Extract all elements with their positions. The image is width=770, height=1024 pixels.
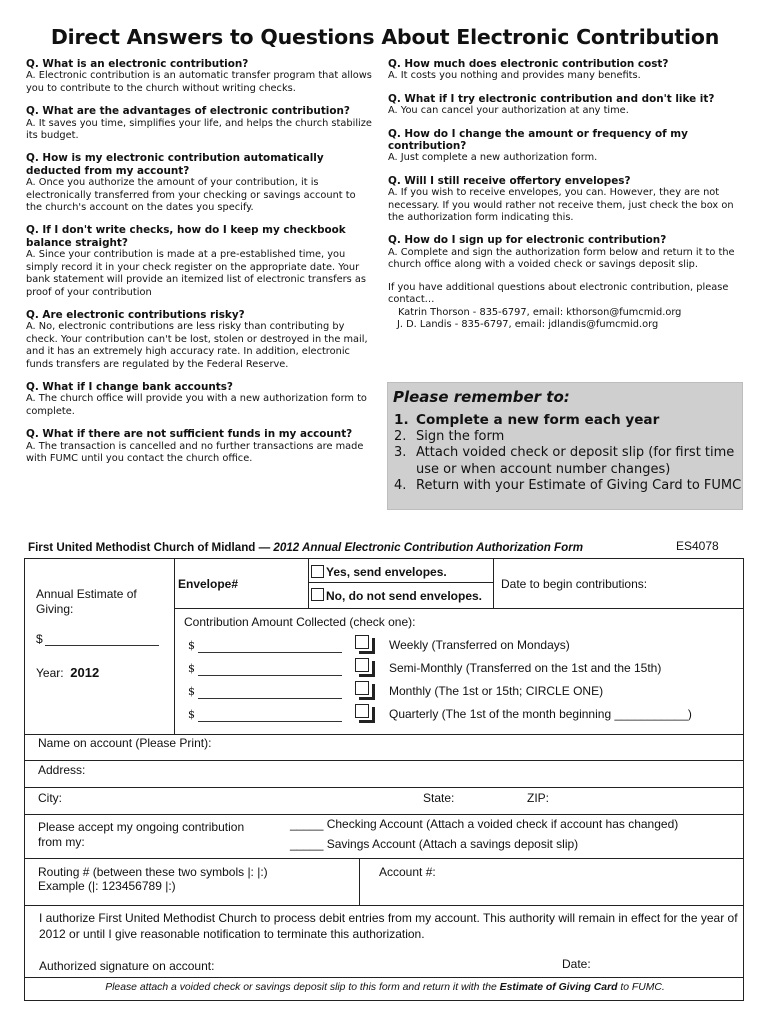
annual-estimate-label: Annual Estimate of Giving:: [36, 587, 137, 616]
reminder-item: 2. Sign the form: [394, 428, 505, 444]
reminder-box: [387, 382, 743, 510]
faq-question: Q. What is an electronic contribution?: [26, 58, 249, 70]
account-number-field[interactable]: Account #:: [379, 865, 436, 879]
reminder-item: 4. Return with your Estimate of Giving Card to FUMC: [394, 478, 742, 493]
no-envelopes-label: No, do not send envelopes.: [326, 589, 483, 603]
faq-answer: A. It saves you time, simplifies your life, and helps the church stabilize its budget.: [26, 117, 372, 142]
faq-question: Q. What if I try electronic contribution and don't like it?: [388, 92, 715, 105]
address-field[interactable]: Address:: [38, 763, 86, 777]
faq-question: Q. What if I change bank accounts?: [26, 380, 233, 393]
weekly-amount-input[interactable]: [198, 652, 342, 653]
routing-label: Routing # (between these two symbols |: |:): [38, 865, 268, 879]
annual-estimate-input[interactable]: [45, 645, 159, 646]
page-title: Direct Answers to Questions About Electronic Contribution: [50, 25, 720, 49]
faq-question: Q. What if there are not sufficient funds in my account?: [26, 428, 353, 441]
authorization-form: Annual Estimate of Giving: $ Year: 2012 Envelope# Yes, send envelopes. No, do not send envelopes. Date to begin contributions: Contribution Amount Collected (check one): $ Weekly (Transferred on Mondays) $ Semi-Monthly (Transferred on the 1st and the 15th) $ Monthly (The 1st or 15th; CIRCLE ONE) $ Quarterly (The 1st of the month beginning ___________) Name on account (Please Print): Address: City: State: ZIP: Please accept my ongoing contribution from my: _____ Checking Account (Attach a voided check if account has changed) _____ Savings Account (Attach a savings deposit slip) Routing # (between these two symbols |: |:) Example (|: 123456789 |:) Account #: I authorize First United Methodist Church to process debit entries from my account. This authority will remain in effect for the year of 2012 or until I give reasonable notification to terminate this authorization. Authorized signature on account: Date: Please attach a voided check or savings deposit slip to this form and return it with the Estimate of Giving Card to FUMC.: [24, 558, 744, 1001]
faq-item: [388, 93, 744, 118]
reminder-list: [394, 412, 742, 495]
faq-item: [26, 309, 374, 371]
reminder-item: 3. Attach voided check or deposit slip (for first time use or when account number changes): [394, 445, 735, 477]
faq-question: Q. Will I still receive offertory envelopes?: [388, 174, 631, 187]
routing-example: Example (|: 123456789 |:): [38, 879, 176, 893]
semimonthly-label: Semi-Monthly (Transferred on the 1st and the 15th): [389, 661, 662, 675]
faq-question: Q. If I don't write checks, how do I keep my checkbook balance straight?: [26, 224, 346, 249]
faq-question: Q. How do I sign up for electronic contribution?: [388, 234, 667, 247]
church-name: First United Methodist Church of Midland —: [28, 541, 271, 554]
footer-instruction: Please attach a voided check or savings deposit slip to this form and return it with the Estimate of Giving Card to FUMC.: [105, 982, 665, 993]
faq-right-column: [388, 58, 744, 341]
date-begin-label: Date to begin contributions:: [501, 577, 648, 591]
year-row: Year: 2012: [36, 665, 100, 680]
faq-answer: A. Since your contribution is made at a pre-established time, you simply record it in your check register on the appropriate date. Your bank statement will provide an itemized list of electronic transfers as proof of your contribution: [26, 249, 366, 298]
contact-thorson: Katrin Thorson - 835-6797, email: kthorson@fumcmid.org: [398, 306, 682, 318]
contact-intro: If you have additional questions about electronic contribution, please contact…: [388, 281, 729, 306]
savings-account-option[interactable]: _____ Savings Account (Attach a savings deposit slip): [290, 837, 579, 851]
quarterly-checkbox[interactable]: [355, 704, 369, 718]
authorization-statement: I authorize First United Methodist Church to process debit entries from my account. This authority will remain in effect for the year of 2012 or until I give reasonable notification to terminate this authorization.: [39, 911, 738, 941]
faq-answer: A. If you wish to receive envelopes, you can. However, they are not necessary. If you would rather not receive them, just check the box on the authorization form indicating this.: [388, 187, 734, 224]
monthly-checkbox[interactable]: [355, 681, 369, 695]
zip-field[interactable]: ZIP:: [527, 791, 550, 805]
semimonthly-amount-input[interactable]: [198, 675, 342, 676]
reminder-item: 1. Complete a new form each year: [394, 412, 660, 428]
contact-landis: J. D. Landis - 835-6797, email: jdlandis@fumcmid.org: [397, 318, 659, 330]
weekly-label: Weekly (Transferred on Mondays): [389, 638, 570, 652]
faq-answer: A. The transaction is cancelled and no further transactions are made with FUMC until you contact the church office.: [26, 440, 364, 464]
signature-date-field[interactable]: Date:: [562, 957, 591, 971]
faq-answer: A. No, electronic contributions are less risky than contributing by check. Your contribution can't be lost, stolen or destroyed in the mail, and it has an extremely high accuracy rate. In addition, electronic funds transfers are regulated by the Federal Reserve.: [26, 321, 368, 370]
faq-question: Q. What are the advantages of electronic contribution?: [26, 105, 350, 118]
contact-block: [388, 282, 744, 332]
faq-question: Q. Are electronic contributions risky?: [26, 308, 245, 321]
state-field[interactable]: State:: [423, 791, 455, 805]
checking-account-option[interactable]: _____ Checking Account (Attach a voided check if account has changed): [290, 817, 679, 831]
signature-field[interactable]: Authorized signature on account:: [39, 959, 215, 973]
faq-item: [388, 234, 744, 271]
monthly-label: Monthly (The 1st or 15th; CIRCLE ONE): [389, 684, 604, 698]
no-envelopes-checkbox[interactable]: [311, 588, 324, 601]
faq-item: [26, 58, 374, 95]
envelope-number-label: Envelope#: [178, 577, 239, 591]
faq-item: [26, 224, 374, 298]
faq-item: [26, 381, 374, 418]
form-header: [28, 541, 583, 554]
faq-item: [388, 175, 744, 225]
faq-answer: A. Electronic contribution is an automatic transfer program that allows you to contribute to the church without writing checks.: [26, 70, 372, 94]
faq-answer: A. Complete and sign the authorization form below and return it to the church office along with a voided check or savings deposit slip.: [388, 246, 735, 271]
faq-question: Q. How is my electronic contribution automatically deducted from my account?: [26, 152, 324, 177]
faq-answer: A. Once you authorize the amount of your contribution, it is electronically transferred from your checking or savings account to the church's account on the dates you specify.: [26, 177, 356, 214]
faq-question: Q. How much does electronic contribution cost?: [388, 58, 669, 70]
faq-answer: A. Just complete a new authorization form.: [388, 152, 598, 164]
city-field[interactable]: City:: [38, 791, 62, 805]
quarterly-label: Quarterly (The 1st of the month beginning ___________): [389, 707, 692, 721]
faq-item: [26, 152, 374, 214]
monthly-amount-input[interactable]: [198, 698, 342, 699]
yes-envelopes-checkbox[interactable]: [311, 565, 324, 578]
faq-question: Q. How do I change the amount or frequency of my contribution?: [388, 127, 688, 153]
semimonthly-checkbox[interactable]: [355, 658, 369, 672]
reminder-title: Please remember to:: [393, 388, 570, 406]
faq-answer: A. It costs you nothing and provides many benefits.: [388, 70, 641, 82]
accept-contribution-label: Please accept my ongoing contribution from my:: [38, 820, 245, 849]
estimate-dollar-sign: $: [36, 632, 43, 646]
yes-envelopes-label: Yes, send envelopes.: [326, 565, 447, 579]
form-title: 2012 Annual Electronic Contribution Authorization Form: [273, 541, 584, 554]
amount-collected-label: Contribution Amount Collected (check one):: [184, 615, 416, 629]
routing-number-field[interactable]: [38, 865, 353, 903]
faq-item: [26, 428, 374, 465]
name-on-account-field[interactable]: Name on account (Please Print):: [38, 736, 212, 750]
faq-item: [388, 58, 744, 83]
form-code: ES4078: [676, 539, 719, 553]
faq-answer: A. You can cancel your authorization at any time.: [388, 105, 629, 117]
quarterly-amount-input[interactable]: [198, 721, 342, 722]
faq-answer: A. The church office will provide you with a new authorization form to complete.: [26, 393, 367, 417]
faq-item: [388, 128, 744, 165]
weekly-checkbox[interactable]: [355, 635, 369, 649]
faq-item: [26, 105, 374, 142]
faq-left-column: [26, 58, 374, 475]
